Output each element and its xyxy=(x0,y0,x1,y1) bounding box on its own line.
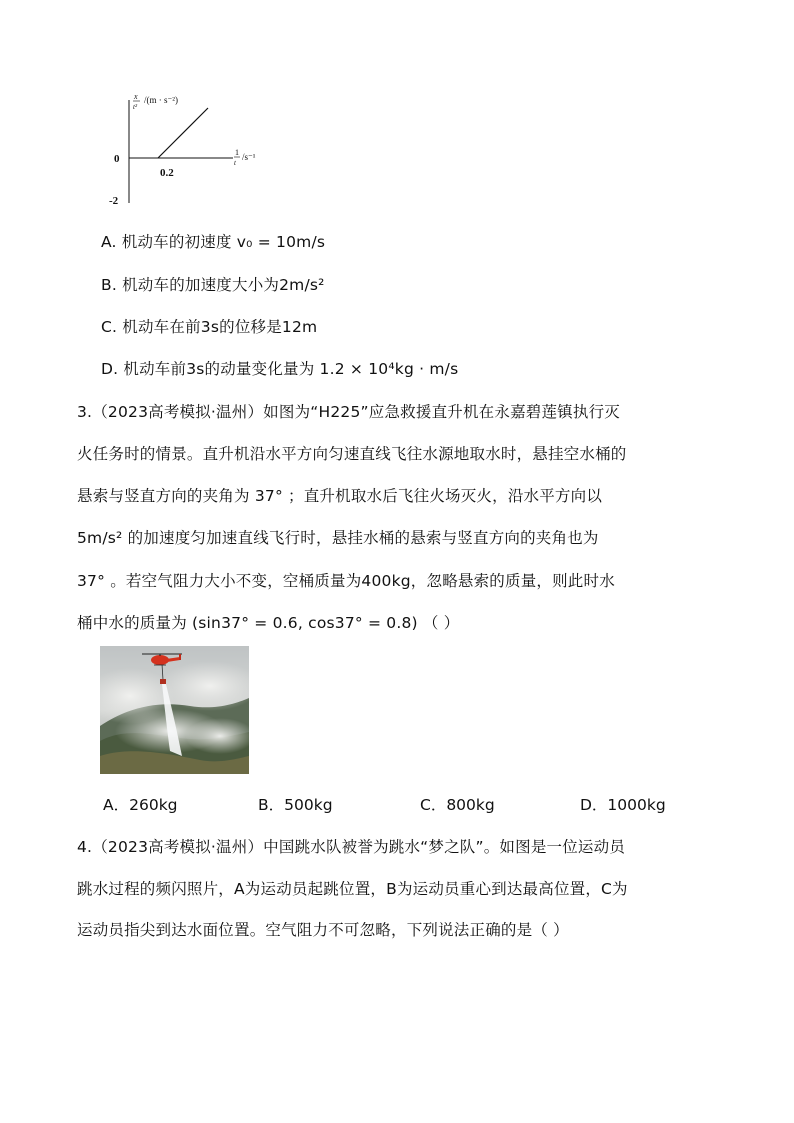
q3-choice-b: B．500kg xyxy=(258,796,333,814)
q3-choice-c: C．800kg xyxy=(420,796,495,814)
y-axis-unit: /(m · s⁻²) xyxy=(144,95,178,105)
q4-line-2: 跳水过程的频闪照片，A为运动员起跳位置，B为运动员重心到达最高位置，C为 xyxy=(77,880,628,898)
x-axis-label-den: t xyxy=(234,159,236,167)
q4-line-3: 运动员指尖到达水面位置。空气阻力不可忽略，下列说法正确的是（ ） xyxy=(77,921,569,939)
q3-line-5: 37° 。若空气阻力大小不变，空桶质量为400kg，忽略悬索的质量，则此时水 xyxy=(77,572,615,590)
q3-choice-a: A．260kg xyxy=(103,796,178,814)
q3-line-4: 5m/s² 的加速度匀加速直线飞行时，悬挂水桶的悬索与竖直方向的夹角也为 xyxy=(77,529,599,547)
x-intercept-label: 0.2 xyxy=(160,167,174,179)
q3-line-3: 悬索与竖直方向的夹角为 37° ；直升机取水后飞往火场灭火，沿水平方向以 xyxy=(77,487,603,505)
y-axis-label-den: t² xyxy=(133,103,138,111)
q2-option-c: C. 机动车在前3s的位移是12m xyxy=(101,318,318,336)
q3-line-2: 火任务时的情景。直升机沿水平方向匀速直线飞往水源地取水时，悬挂空水桶的 xyxy=(77,445,627,463)
helicopter-firefighting-photo xyxy=(100,646,249,774)
q2-option-b: B. 机动车的加速度大小为2m/s² xyxy=(101,276,325,294)
q2-option-d: D. 机动车前3s的动量变化量为 1.2 × 10⁴kg · m/s xyxy=(101,360,459,378)
x-axis-unit: /s⁻¹ xyxy=(242,152,256,162)
y-negative-label: -2 xyxy=(109,195,119,207)
x-over-t2-vs-1-over-t-graph xyxy=(108,88,268,208)
q4-line-1: 4.（2023高考模拟·温州）中国跳水队被誉为跳水“梦之队”。如图是一位运动员 xyxy=(77,838,626,856)
q3-line-6: 桶中水的质量为 (sin37° = 0.6, cos37° = 0.8) （ ） xyxy=(77,614,460,632)
origin-label: 0 xyxy=(114,153,120,165)
q3-choice-d: D．1000kg xyxy=(580,796,666,814)
plot-line xyxy=(158,108,208,158)
q2-option-a: A. 机动车的初速度 v₀ = 10m/s xyxy=(101,233,326,251)
x-axis-label-num: 1 xyxy=(235,148,239,157)
y-axis-label-num: x xyxy=(134,92,138,101)
q3-line-1: 3.（2023高考模拟·温州）如图为“H225”应急救援直升机在永嘉碧莲镇执行灭 xyxy=(77,403,620,421)
